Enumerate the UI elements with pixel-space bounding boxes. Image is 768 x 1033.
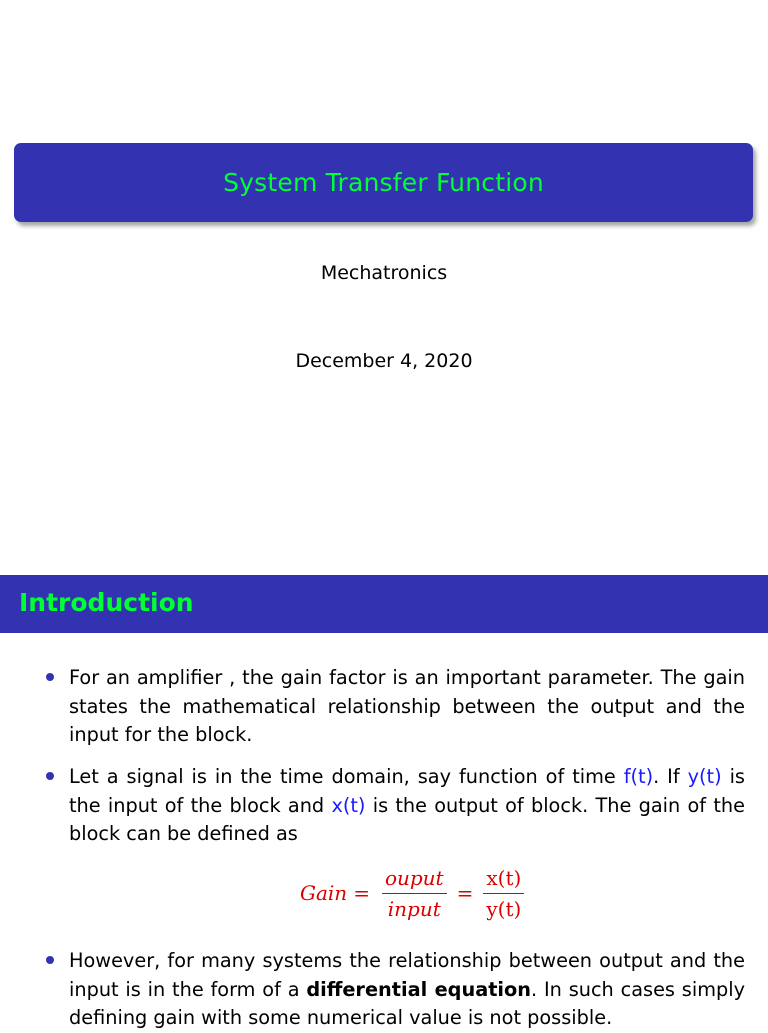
frame-title: Introduction	[19, 588, 194, 617]
formula-lhs: Gain	[300, 881, 348, 905]
bullet-3-text: . In such cases simply defining gain with some numerical value is not possible.	[69, 977, 745, 1029]
bullet-dot	[46, 772, 54, 780]
bullet-2	[69, 763, 745, 849]
bullet-dot	[46, 673, 54, 681]
bullet-dot	[46, 956, 54, 964]
bullet-3	[69, 947, 745, 1033]
title-box	[14, 143, 753, 222]
bold-term: differential equation	[306, 977, 532, 1001]
math-x-of-t: x(t)	[331, 793, 366, 817]
denominator: input	[387, 896, 441, 921]
bullet-3-text: However, for many systems the relationship between output and the input is in the form of a	[69, 949, 745, 1001]
presentation-title: System Transfer Function	[223, 168, 544, 197]
denominator: y(t)	[486, 896, 522, 921]
numerator: x(t)	[483, 866, 524, 894]
bullet-2-text: Let a signal is in the time domain, say function of time	[69, 765, 624, 788]
math-f-of-t: f(t)	[623, 765, 654, 788]
equals-sign: =	[353, 881, 370, 905]
date: December 4, 2020	[295, 350, 473, 372]
bullet-2-text: is the input of the block and	[69, 765, 745, 817]
bullet-1: For an amplifier , the gain factor is an important parameter. The gain states the mathematical relationship between the output and the input for the block.	[69, 666, 745, 746]
bullet-2-text: . If	[653, 765, 688, 788]
author: Mechatronics	[320, 262, 448, 284]
equals-sign: =	[456, 881, 474, 905]
fraction-output-input	[382, 866, 447, 921]
numerator: ouput	[382, 866, 447, 894]
frame-header	[0, 575, 768, 633]
fraction-x-y	[483, 866, 524, 921]
math-y-of-t: y(t)	[687, 765, 722, 788]
gain-formula	[300, 862, 530, 924]
bullet-2-text: is the output of block. The gain of the block can be defined as	[69, 793, 745, 845]
